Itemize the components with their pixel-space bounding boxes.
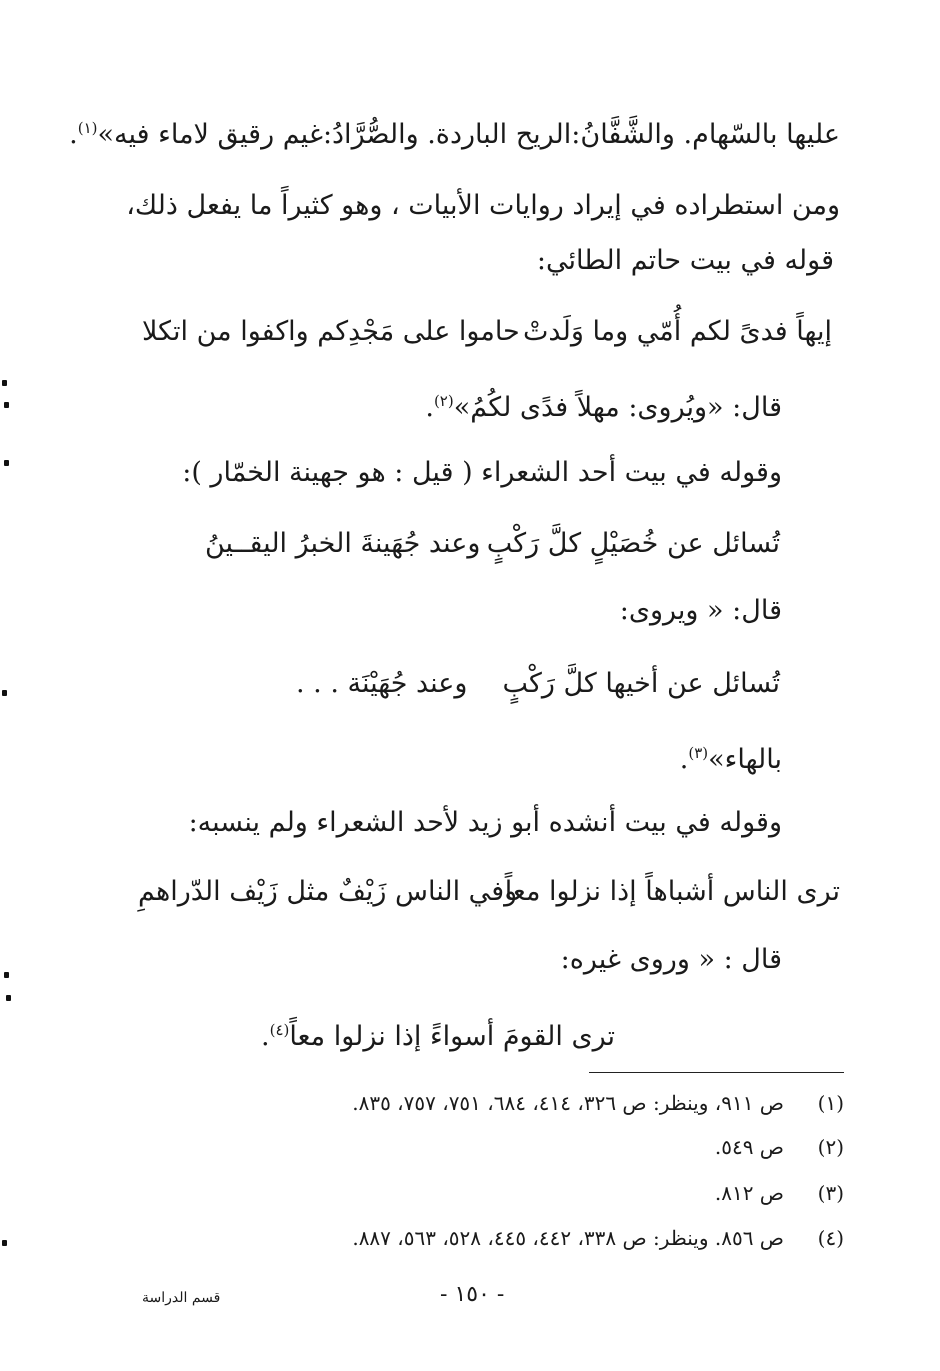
footnote-ref: (٤) <box>269 1021 290 1039</box>
running-footer: قسم الدراسة <box>142 1290 221 1306</box>
footnote-separator <box>589 1072 844 1073</box>
scan-speck <box>6 995 11 1001</box>
footnote-number: (٤) <box>817 1226 844 1250</box>
body-line: عليها بالسّهام. والشَّفَّانُ:الريح الباردة. والصُّرَّادُ:غيم رقيق لاماء فيه»$^{(١)}$. <box>69 119 840 150</box>
footnote-text: ص ٨٥٦. وينظر: ص ٣٣٨، ٤٤٢، ٤٤٥، ٥٢٨، ٥٦٣، ٨٨٧. <box>352 1226 784 1250</box>
verse-second-hemistich: حاموا على مَجْدِكم واكفوا من اتكلا <box>142 316 520 347</box>
body-line: وقوله في بيت أحد الشعراء ( قيل : هو جهينة الخمّار ): <box>182 457 782 488</box>
footnote-number: (٣) <box>817 1181 844 1205</box>
footnote-number: (١) <box>817 1091 844 1115</box>
footnote <box>352 1223 844 1253</box>
verse-first-hemistich: تُسائل عن أخيها كلَّ رَكْبٍ <box>502 668 780 699</box>
verse-second-hemistich: وعند جُهَيْنَة . . . <box>296 668 468 699</box>
body-line: قال : « وروى غيره: <box>560 944 782 975</box>
scan-speck <box>2 690 7 696</box>
footnote-ref: (١) <box>77 119 98 137</box>
footnote-ref: (٢) <box>433 392 454 410</box>
body-line: وقوله في بيت أنشده أبو زيد لأحد الشعراء ولم ينسبه: <box>188 807 782 838</box>
scan-speck <box>4 460 9 466</box>
body-line: قال: «ويُروى: مهلاً فدًى لكُمُ»$^{(٢)}$. <box>425 392 782 423</box>
body-line: قال: « ويروى: <box>619 595 782 626</box>
footnote-text: ص ٥٤٩. <box>714 1135 784 1159</box>
verse-first-hemistich: ترى الناس أشباهاً إذا نزلوا معاً <box>504 876 840 907</box>
scan-speck <box>4 402 9 408</box>
footnote <box>715 1132 844 1162</box>
scan-speck <box>4 972 9 978</box>
body-line: قوله في بيت حاتم الطائي: <box>536 245 834 276</box>
footnote-number: (٢) <box>817 1135 844 1159</box>
footnote <box>352 1088 844 1118</box>
footnote-text: ص ٩١١، وينظر: ص ٣٢٦، ٤١٤، ٦٨٤، ٧٥١، ٧٥٧، ٨٣٥. <box>352 1091 784 1115</box>
page-number: - ١٥٠ - <box>440 1282 505 1307</box>
footnote-text: ص ٨١٢. <box>714 1181 784 1205</box>
verse-first-hemistich: إيهاً فدىً لكم أُمّي وما وَلَدتْ <box>523 316 832 347</box>
verse-first-hemistich: تُسائل عن خُصَيْلٍ كلَّ رَكْبٍ <box>486 528 780 559</box>
verse-second-hemistich: وفي الناس زَيْفٌ مثل زَيْف الدّراهمِ <box>138 876 518 907</box>
scan-speck <box>2 1240 7 1246</box>
footnote <box>715 1178 844 1208</box>
footnote-ref: (٣) <box>688 744 709 762</box>
verse-second-hemistich: وعند جُهَينةَ الخبرُ اليقــينُ <box>205 528 481 559</box>
body-line: ترى القومَ أسواءً إذا نزلوا معاً$^{(٤)}$. <box>261 1021 615 1052</box>
body-line: ومن استطراده في إيراد روايات الأبيات ، وهو كثيراً ما يفعل ذلك، <box>126 190 840 221</box>
body-line: بالهاء»$^{(٣)}$. <box>679 744 782 775</box>
scan-speck <box>2 380 7 386</box>
